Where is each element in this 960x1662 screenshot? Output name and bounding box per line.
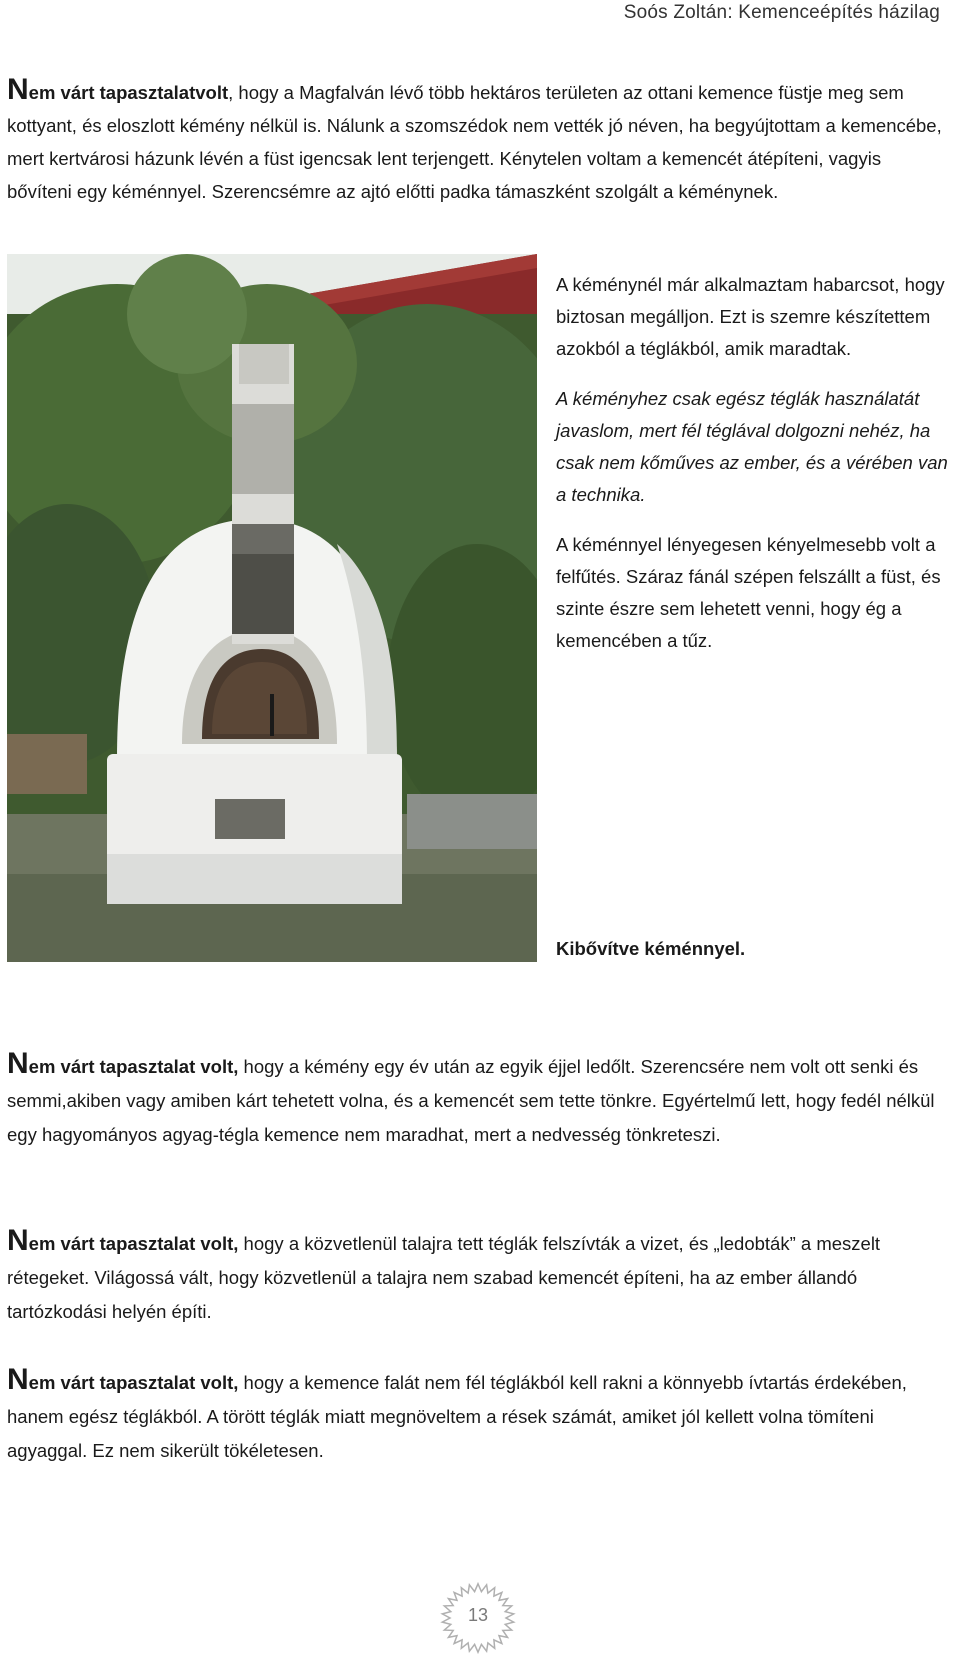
- side-paragraph-italic: A kéményhez csak egész téglák használatát javaslom, mert fél téglával dolgozni nehéz, ha csak nem kőműves az ember, és a vérében van a technika.: [556, 388, 948, 505]
- paragraph-text: , hogy a Magfalván lévő több hektáros területen az ottani kemence füstje meg sem kottyant, és eloszlott kémény nélkül is. Nálunk a szomszédok nem vették jó néven, ha begyújtottam a kemencébe, mert kertvárosi házunk lévén a füst igencsak lent terjengett. Kénytelen voltam a kemencét átépíteni, vagyis bővíteni egy kéménnyel. Szerencsémre az ajtó előtti padka támaszként szolgált a kéménynek.: [7, 82, 942, 202]
- intro-paragraph: [7, 73, 947, 208]
- paragraph-lead: em várt tapasztalat volt,: [28, 1372, 239, 1393]
- paragraph-text: hogy a kemence falát nem fél téglákból kell rakni a könnyebb ívtartás érdekében, hanem egész téglákból. A törött téglák miatt megnöveltem a rések számát, amiket jól kellett volna tömíteni agyaggal. Ez nem sikerült tökéletesen.: [7, 1372, 907, 1461]
- paragraph-text: hogy a közvetlenül talajra tett téglák felszívták a vizet, és „ledobták” a meszelt rétegeket. Világossá vált, hogy közvetlenül a talajra nem szabad kemencét építeni, ha az ember állandó tartózkodási helyén építi.: [7, 1233, 881, 1322]
- drop-initial: N: [7, 1047, 29, 1080]
- page-number-badge: [428, 1578, 528, 1657]
- body-paragraph: [7, 1363, 947, 1468]
- drop-initial: N: [7, 1363, 29, 1396]
- body-paragraph: [7, 1224, 947, 1329]
- side-text: [556, 269, 956, 675]
- paragraph-lead: em várt tapasztalatvolt: [28, 82, 229, 103]
- running-header: Soós Zoltán: Kemenceépítés házilag: [623, 2, 940, 23]
- side-paragraph: A kéménynél már alkalmaztam habarcsot, hogy biztosan megálljon. Ezt is szemre készítettem azokból a téglákból, amik maradtak.: [556, 274, 945, 359]
- page-number: 13: [467, 1605, 489, 1625]
- drop-initial: N: [7, 1224, 29, 1257]
- photo-caption: Kibővítve kéménnyel.: [556, 938, 746, 959]
- side-paragraph: A kéménnyel lényegesen kényelmesebb volt a felfűtés. Száraz fánál szépen felszállt a füst, és szinte észre sem lehetett venni, hogy ég a kemencében a tűz.: [556, 534, 941, 651]
- paragraph-lead: em várt tapasztalat volt,: [28, 1233, 239, 1254]
- paragraph-lead: em várt tapasztalat volt,: [28, 1056, 239, 1077]
- paragraph-text: hogy a kémény egy év után az egyik éjjel ledőlt. Szerencsére nem volt ott senki és semmi,akiben vagy amiben kárt tehetett volna, és a kemencét sem tette tönkre. Egyértelmű lett, hogy fedél nélkül egy hagyományos agyag-tégla kemence nem maradhat, mert a nedvesség tönkreteszi.: [7, 1056, 935, 1145]
- drop-initial: N: [7, 73, 29, 106]
- oven-photo: [7, 254, 537, 962]
- body-paragraph: [7, 1047, 947, 1152]
